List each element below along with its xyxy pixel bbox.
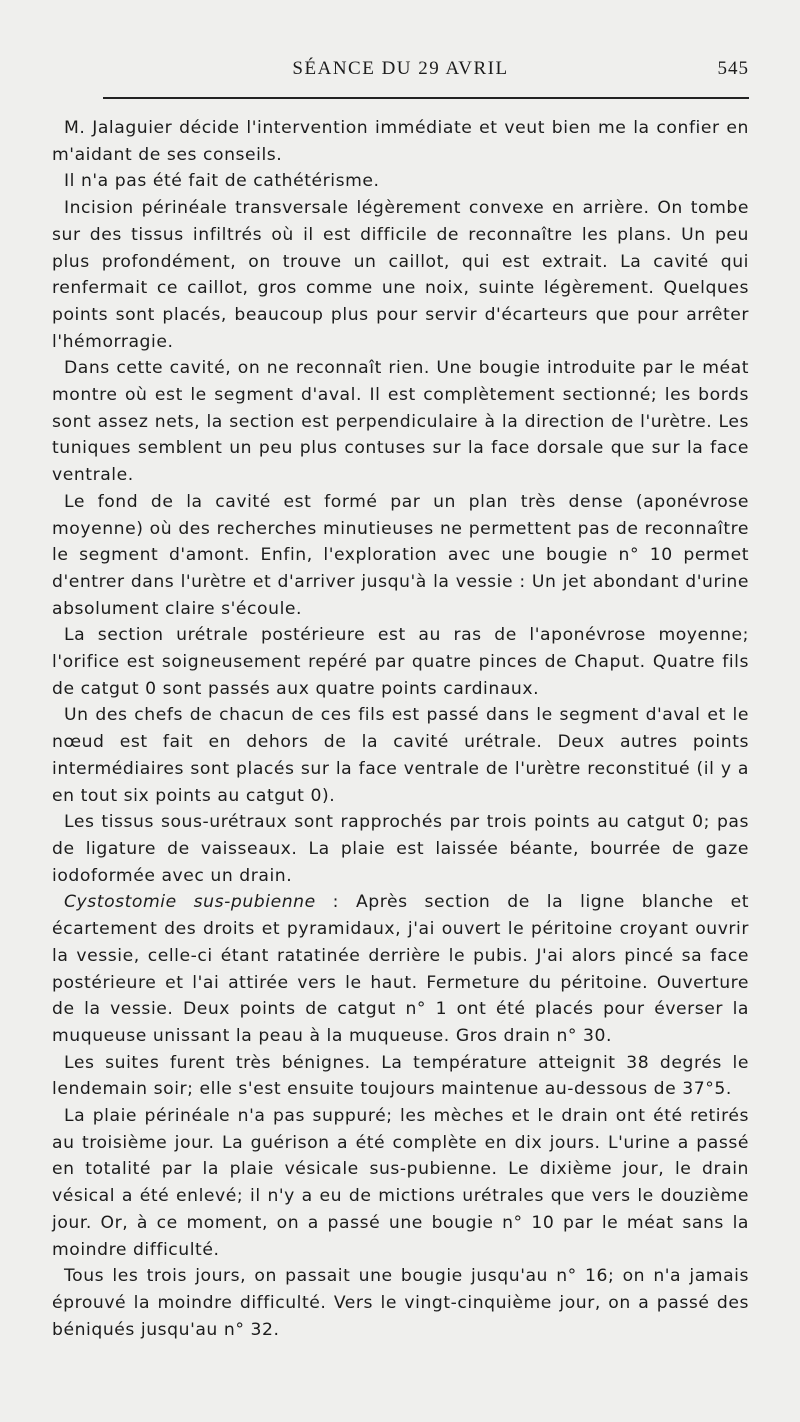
paragraph: Un des chefs de chacun de ces fils est passé dans le segment d'aval et le nœud est fait en dehors de la cavité urétrale. Deux autres points intermédiaires sont placés sur la face ventrale de l'urètre reconstitué (il y a en tout six points au catgut 0).	[52, 705, 749, 806]
paragraph-text: Après section de la ligne blanche et écartement des droits et pyramidaux, j'ai ouvert le péritoine croyant ouvrir la vessie, celle-ci étant ratatinée derrière le pubis. J'ai alors pincé sa face postérieure et l'ai attirée vers le haut. Fermeture du péritoine. Ouverture de la vessie. Deux points de catgut n° 1 ont été placés pour éverser la muqueuse unissant la peau à la muqueuse. Gros drain n° 30.	[52, 892, 750, 1046]
paragraph: Incision périnéale transversale légèrement convexe en arrière. On tombe sur des tissus infiltrés où il est difficile de reconnaître les plans. Un peu plus profondément, on trouve un caillot, qui est extrait. La cavité qui renfermait ce caillot, gros comme une noix, suinte légèrement. Quelques points sont placés, beaucoup plus pour servir d'écarteurs que pour arrêter l'hémorragie.	[52, 198, 749, 352]
italic-lead: Cystostomie sus-pubienne	[64, 892, 316, 913]
paragraph: Dans cette cavité, on ne reconnaît rien. Une bougie introduite par le méat montre où est le segment d'aval. Il est complètement sectionné; les bords sont assez nets, la section est perpendiculaire à la direction de l'urètre. Les tuniques semblent un peu plus contuses sur la face dorsale que sur la face ventrale.	[52, 358, 749, 486]
page-header	[52, 50, 749, 84]
paragraph: Les suites furent très bénignes. La température atteignit 38 degrés le lendemain soir; elle s'est ensuite toujours maintenue au-dessous de 37°5.	[52, 1052, 749, 1100]
paragraph-cystostomie	[52, 889, 749, 1049]
running-head: SÉANCE DU 29 AVRIL	[292, 58, 509, 79]
italic-lead-separator: :	[315, 892, 356, 913]
page-number: 545	[717, 58, 749, 79]
paragraph: M. Jalaguier décide l'intervention immédiate et veut bien me la confier en m'aidant de ses conseils.	[52, 118, 749, 165]
paragraph: La section urétrale postérieure est au ras de l'aponévrose moyenne; l'orifice est soigneusement repéré par quatre pinces de Chaput. Quatre fils de catgut 0 sont passés aux quatre points cardinaux.	[52, 625, 749, 699]
header-rule	[103, 97, 749, 99]
paragraph: Le fond de la cavité est formé par un plan très dense (aponévrose moyenne) où des recherches minutieuses ne permettent pas de reconnaître le segment d'amont. Enfin, l'exploration avec une bougie n° 10 permet d'entrer dans l'urètre et d'arriver jusqu'à la vessie : Un jet abondant d'urine absolument claire s'écoule.	[52, 491, 749, 619]
paragraph: Il n'a pas été fait de cathétérisme.	[64, 171, 380, 192]
paragraph: Les tissus sous-urétraux sont rapprochés par trois points au catgut 0; pas de ligature de vaisseaux. La plaie est laissée béante, bourrée de gaze iodoformée avec un drain.	[52, 812, 749, 886]
paragraph: La plaie périnéale n'a pas suppuré; les mèches et le drain ont été retirés au troisième jour. La guérison a été complète en dix jours. L'urine a passé en totalité par la plaie vésicale sus-pubienne. Le dixième jour, le drain vésical a été enlevé; il n'y a eu de mictions urétrales que vers le douzième jour. Or, à ce moment, on a passé une bougie n° 10 par le méat sans la moindre difficulté.	[52, 1106, 749, 1260]
body-text	[52, 115, 749, 1343]
paragraph: Tous les trois jours, on passait une bougie jusqu'au n° 16; on n'a jamais éprouvé la moindre difficulté. Vers le vingt-cinquième jour, on a passé des béniqués jusqu'au n° 32.	[52, 1266, 749, 1340]
